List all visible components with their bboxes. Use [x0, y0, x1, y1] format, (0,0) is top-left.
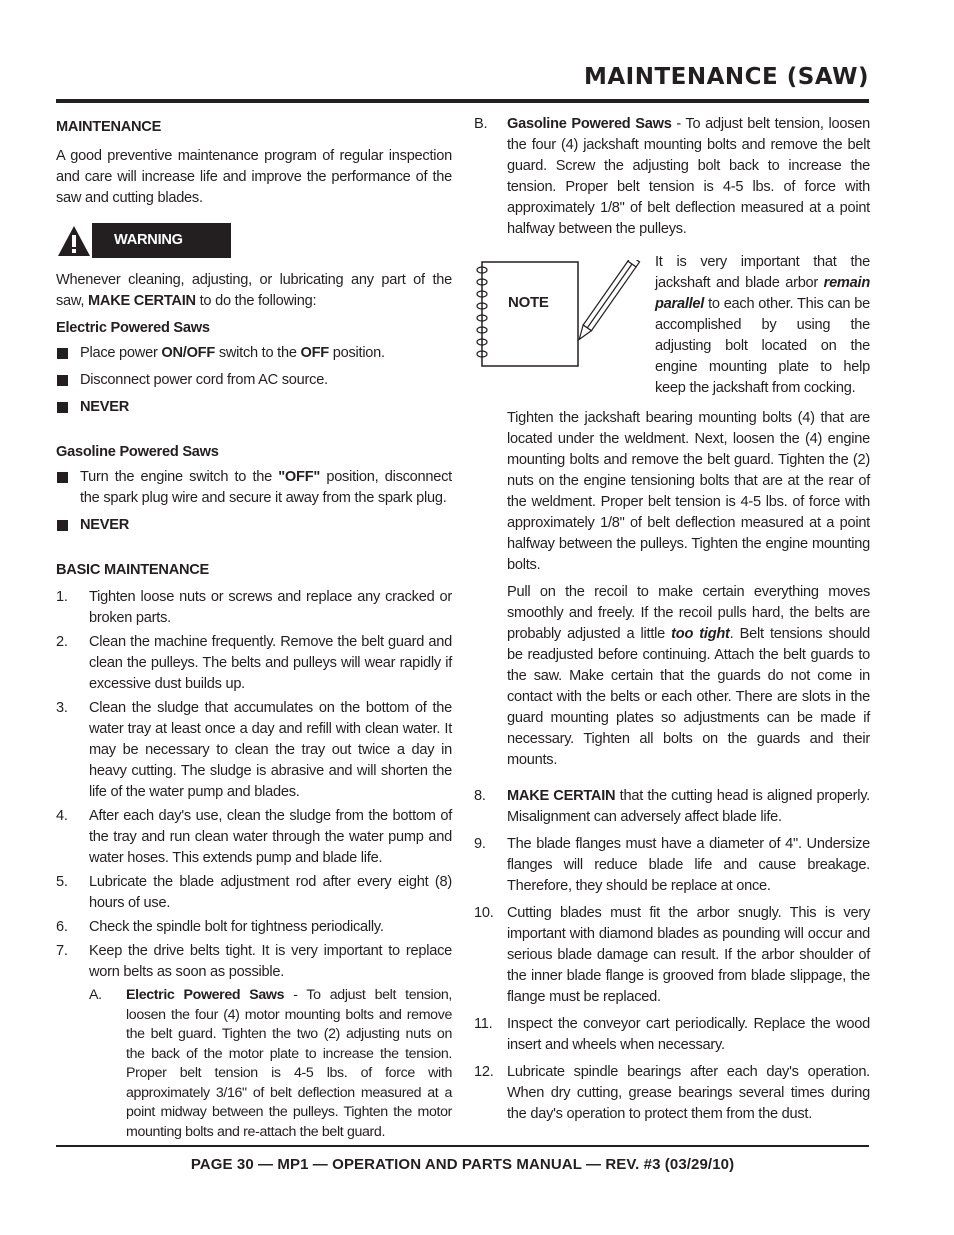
electric-heading: Electric Powered Saws — [56, 320, 210, 336]
warning-label: WARNING — [92, 223, 231, 258]
maintenance-intro: A good preventive maintenance program of regular inspection and care will increase life and improve the performance of the saw and cutting blades. — [56, 148, 452, 206]
warning-text: Whenever cleaning, adjusting, or lubricating any part of the saw, MAKE CERTAIN to do the following: — [56, 272, 452, 309]
list-item: B. Gasoline Powered Saws - To adjust belt tension, loosen the four (4) jackshaft mounting bolts and remove the belt guard. Screw the adjusting bolt back to increase the tension. Proper belt tension is 4-5 lbs. of force with approximately 1/8" of belt deflection measured at a point halfway between the pulleys. — [474, 116, 870, 237]
bullet-square-icon — [57, 472, 68, 483]
list-item: 3. Clean the sludge that accumulates on the bottom of the water tray at least once a day and refill with clean water. It may be necessary to clean the tray out twice a day in heavy cutting. The sludge is abrasive and will shorten the life of the water pump and blades. — [56, 700, 452, 800]
page-title: MAINTENANCE (SAW) — [583, 64, 869, 90]
note-text: It is very important that the jackshaft and blade arbor remain parallel to each other. This can be accomplished by using the adjusting bolt located on the engine mounting plate to help keep the jackshaft from cocking. — [655, 254, 870, 396]
bullet-square-icon — [57, 375, 68, 386]
list-item: 1. Tighten loose nuts or screws and replace any cracked or broken parts. — [56, 589, 452, 626]
list-item: Turn the engine switch to the "OFF" position, disconnect the spark plug wire and secure it away from the spark plug. — [56, 467, 452, 509]
note-callout — [474, 252, 870, 402]
left-column — [56, 117, 452, 1142]
header-rule — [56, 99, 869, 103]
list-item: 6. Check the spindle bolt for tightness periodically. — [56, 919, 384, 935]
warning-banner — [56, 223, 231, 258]
list-item: NEVER — [56, 397, 452, 418]
list-item: 8. MAKE CERTAIN that the cutting head is aligned properly. Misalignment can adversely affect blade life. — [474, 788, 870, 825]
bullet-square-icon — [57, 520, 68, 531]
jackshaft-paragraph: Tighten the jackshaft bearing mounting bolts (4) that are located under the weldment. Next, loosen the (4) engine mounting bolts and remove the belt guard. Tighten the (2) nuts on the engine tensioning bolts that are at the rear of the weldment. Proper belt tension is 4-5 lbs. of force with approximately 1/8" of belt deflection measured at a point halfway between the pulleys. Tighten the engine mounting bolts. — [507, 410, 870, 573]
bullet-square-icon — [57, 402, 68, 413]
page-footer: PAGE 30 — MP1 — OPERATION AND PARTS MANUAL — REV. #3 (03/29/10) — [190, 1156, 735, 1173]
footer-rule — [56, 1145, 869, 1147]
warning-icon — [56, 223, 92, 258]
bullet-square-icon — [57, 348, 68, 359]
maintenance-heading: MAINTENANCE — [56, 119, 162, 135]
list-item: 5. Lubricate the blade adjustment rod after every eight (8) hours of use. — [56, 874, 452, 911]
list-item: 12. Lubricate spindle bearings after each day's operation. When dry cutting, grease bearings several times during the day's operation to protect them from the dust. — [474, 1064, 870, 1122]
list-item: 2. Clean the machine frequently. Remove the belt guard and clean the pulleys. The belts and pulleys will wear rapidly if excessive dust builds up. — [56, 634, 452, 692]
notepad-icon — [474, 260, 644, 387]
list-item: Disconnect power cord from AC source. — [56, 370, 452, 391]
note-label: NOTE — [508, 294, 549, 311]
list-item: Place power ON/OFF switch to the OFF position. — [56, 343, 452, 364]
list-item: 4. After each day's use, clean the sludge from the bottom of the tray and run clean water through the water pump and water hoses. This extends pump and blade life. — [56, 808, 452, 866]
list-item: A. Electric Powered Saws - To adjust belt tension, loosen the four (4) motor mounting bolts and remove the belt guard. Tighten the two (2) adjusting nuts on the back of the motor plate to increase the tension. Proper belt tension is 4-5 lbs. of force with approximately 3/16" of belt deflection measured at a point midway between the pulleys. Tighten the motor mounting bolts and re-attach the belt guard. — [89, 987, 452, 1140]
right-column — [474, 114, 870, 1128]
list-item: 10. Cutting blades must fit the arbor snugly. This is very important with diamond blades as pounding will occur and serious blade damage can result. If the arbor shoulder of the inner blade flange is grooved from blade slippage, the flange must be replaced. — [474, 905, 870, 1005]
list-item: 7. Keep the drive belts tight. It is very important to replace worn belts as soon as possible. — [56, 943, 452, 980]
recoil-paragraph: Pull on the recoil to make certain everything moves smoothly and freely. If the recoil pulls hard, the belts are probably adjusted a little too tight. Belt tensions should be readjusted before continuing. Attach the belt guards to the saw. Make certain that the guards do not come in contact with the belts or each other. There are slots in the guard mounting plates so adjustments can be made if necessary. Tighten all bolts on the guards and their mounts. — [507, 584, 870, 768]
basic-maintenance-heading: BASIC MAINTENANCE — [56, 562, 210, 578]
list-item: 9. The blade flanges must have a diameter of 4". Undersize flanges will reduce blade life and cause breakage. Therefore, they should be replace at once. — [474, 836, 870, 894]
gas-heading: Gasoline Powered Saws — [56, 444, 219, 460]
list-item: 11. Inspect the conveyor cart periodically. Replace the wood insert and wheels when necessary. — [474, 1016, 870, 1053]
list-item: NEVER — [56, 515, 452, 536]
